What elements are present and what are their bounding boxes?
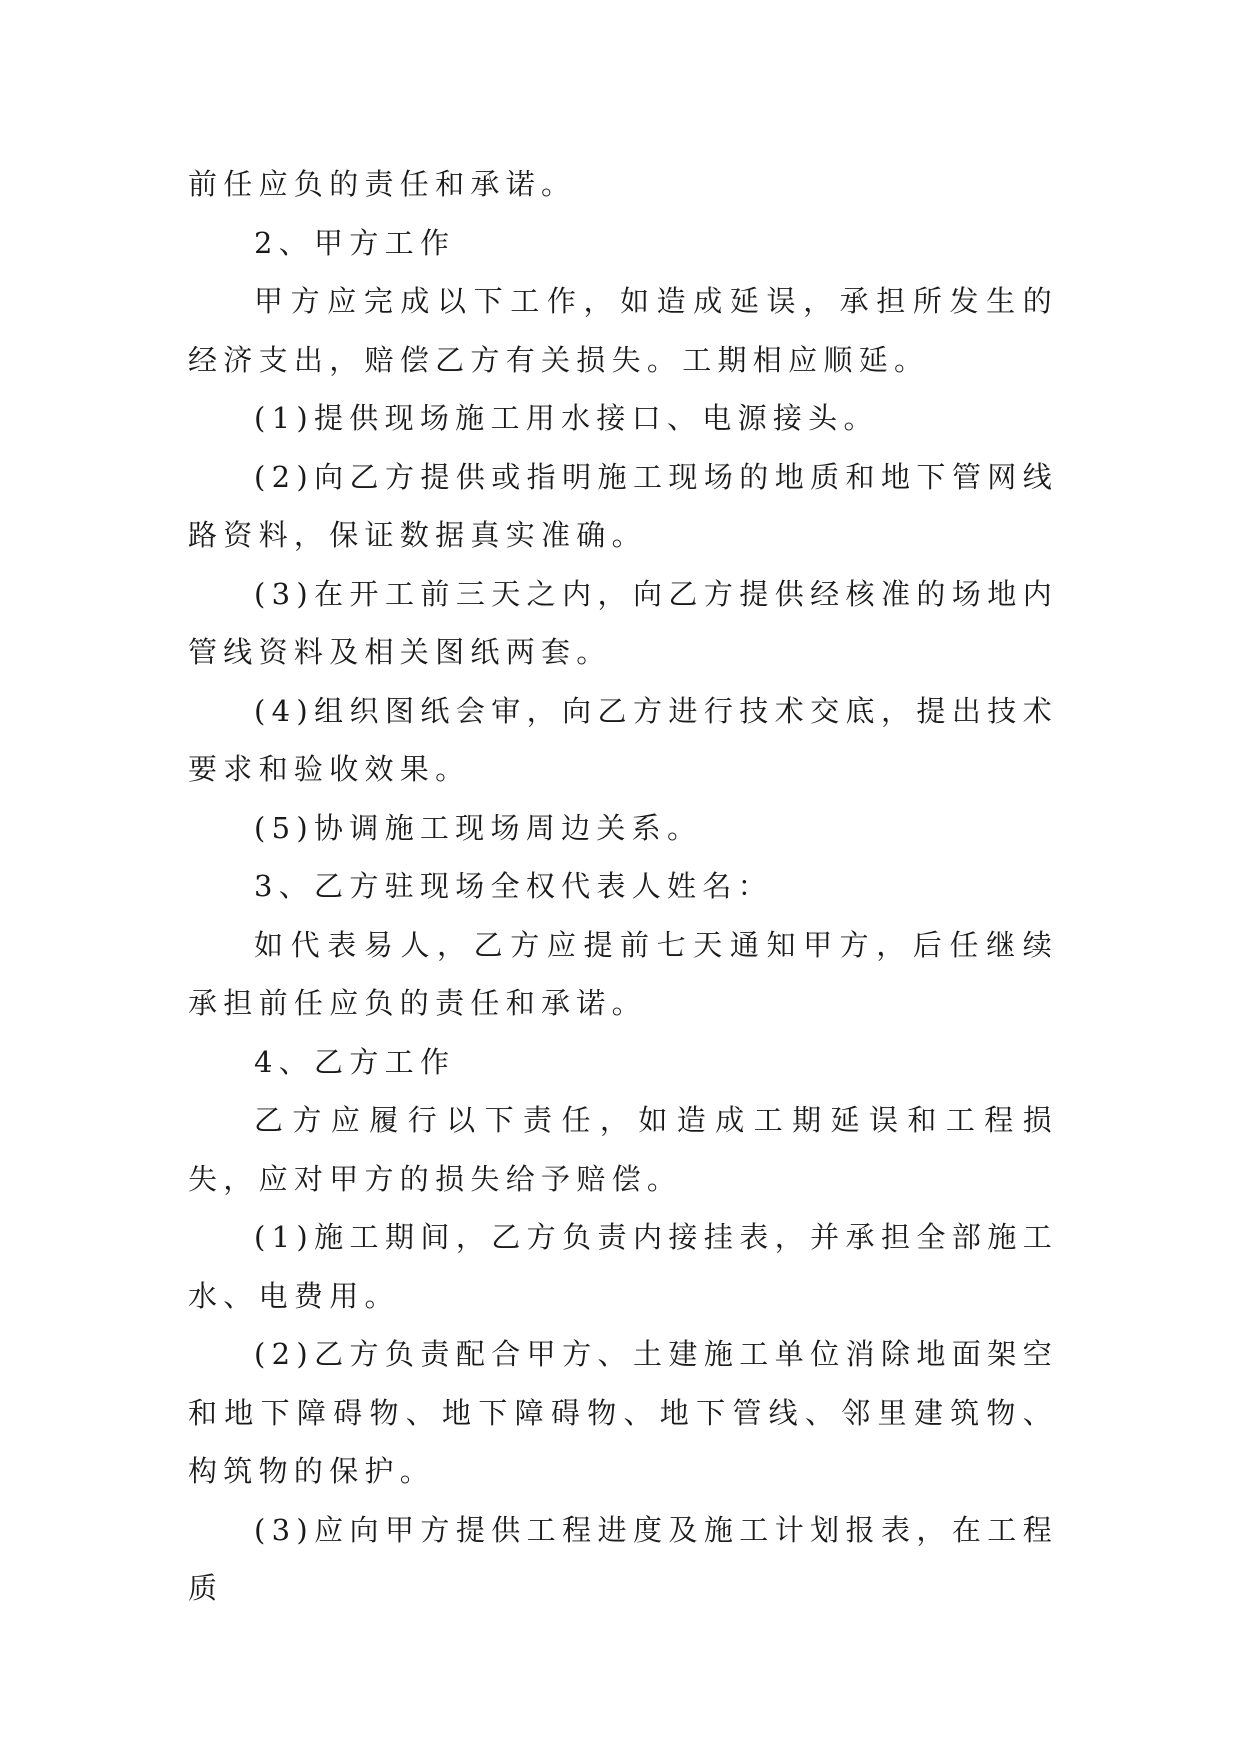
list-item: (3)应向甲方提供工程进度及施工计划报表，在工程质	[188, 1512, 1058, 1605]
paragraph: 乙方应履行以下责任，如造成工期延误和工程损失，应对甲方的损失给予赔偿。	[188, 1103, 1058, 1196]
document-page	[188, 155, 1058, 1618]
list-item: (4)组织图纸会审，向乙方进行技术交底，提出技术要求和验收效果。	[188, 693, 1058, 786]
section-heading: 3、乙方驻现场全权代表人姓名：	[254, 869, 773, 903]
list-item: (1)施工期间，乙方负责内接挂表，并承担全部施工水、电费用。	[188, 1220, 1058, 1313]
list-item: (1)提供现场施工用水接口、电源接头。	[254, 401, 879, 435]
list-item: (2)向乙方提供或指明施工现场的地质和地下管网线路资料，保证数据真实准确。	[188, 459, 1058, 552]
section-heading: 2、甲方工作	[254, 225, 456, 260]
section-heading: 4、乙方工作	[254, 1044, 456, 1079]
list-item: (5)协调施工现场周边关系。	[254, 810, 703, 845]
list-item: (3)在开工前三天之内，向乙方提供经核准的场地内管线资料及相关图纸两套。	[188, 576, 1058, 669]
paragraph: 前任应负的责任和承诺。	[188, 167, 577, 201]
paragraph: 如代表易人，乙方应提前七天通知甲方，后任继续承担前任应负的责任和承诺。	[188, 927, 1058, 1020]
list-item: (2)乙方负责配合甲方、土建施工单位消除地面架空和地下障碍物、地下障碍物、地下管线、邻里建筑物、构筑物的保护。	[188, 1337, 1058, 1488]
paragraph: 甲方应完成以下工作，如造成延误，承担所发生的经济支出，赔偿乙方有关损失。工期相应顺延。	[188, 284, 1058, 377]
